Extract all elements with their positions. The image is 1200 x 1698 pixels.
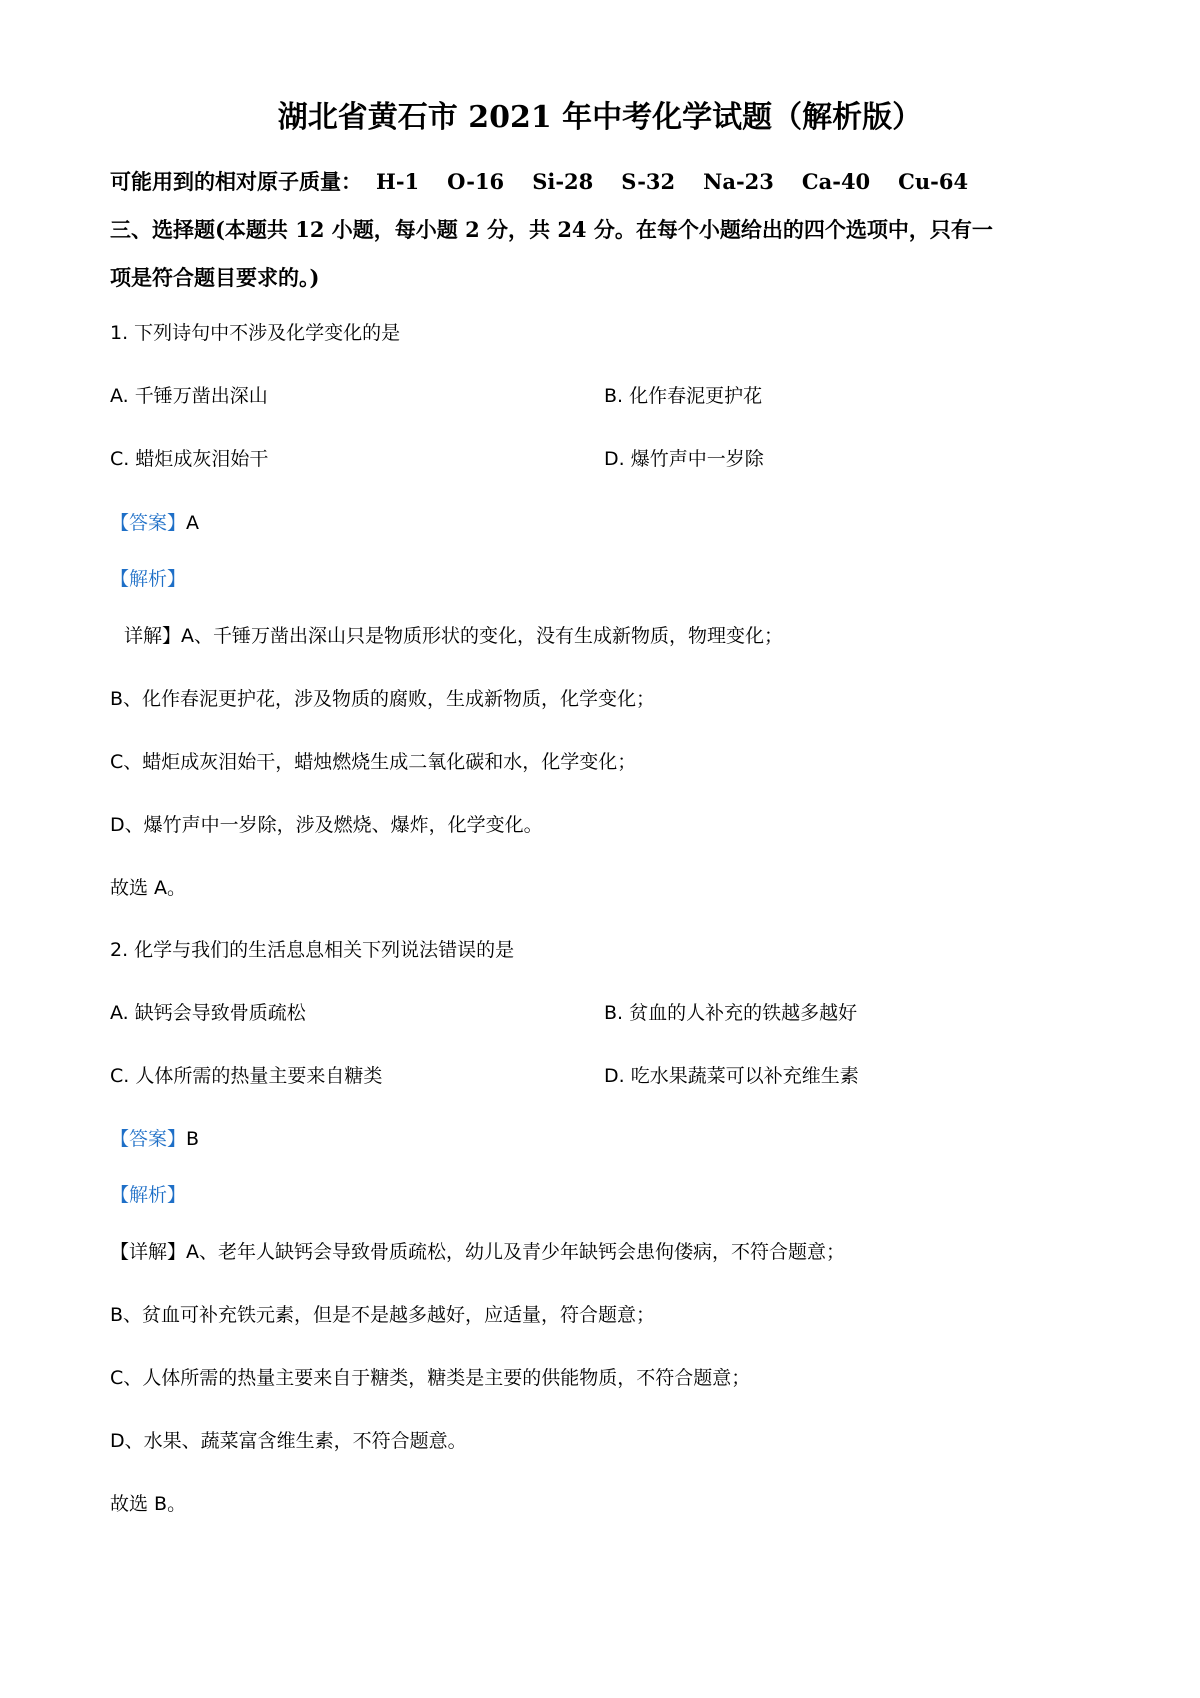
- analysis-text: A、老年人缺钙会导致骨质疏松，幼儿及青少年缺钙会患佝偻病，不符合题意；: [186, 1241, 846, 1263]
- atomic-masses-label: 可能用到的相对原子质量：: [110, 169, 362, 194]
- question-1-stem: 1. 下列诗句中不涉及化学变化的是: [110, 322, 401, 344]
- detail-prefix: 【详解】: [110, 1241, 187, 1263]
- atomic-mass-item: H-1: [376, 169, 420, 194]
- atomic-mass-item: Ca-40: [801, 169, 871, 194]
- question-2-stem: 2. 化学与我们的生活息息相关下列说法错误的是: [110, 939, 515, 961]
- question-2-option-b: B. 贫血的人补充的铁越多越好: [604, 1002, 858, 1024]
- document-title: 湖北省黄石市 2021 年中考化学试题（解析版）: [277, 100, 923, 135]
- atomic-mass-item: O-16: [447, 169, 505, 194]
- question-2-option-d: D. 吃水果蔬菜可以补充维生素: [604, 1065, 859, 1087]
- question-1-option-a: A. 千锤万凿出深山: [110, 385, 268, 407]
- atomic-mass-item: S-32: [621, 169, 676, 194]
- question-1-option-d: D. 爆竹声中一岁除: [604, 448, 764, 470]
- question-2-analysis-line: B、贫血可补充铁元素，但是不是越多越好，应适量，符合题意；: [110, 1304, 656, 1326]
- question-2-option-a: A. 缺钙会导致骨质疏松: [110, 1002, 306, 1024]
- question-2-conclusion: 故选 B。: [110, 1493, 187, 1515]
- answer-tag: 【答案】: [110, 1128, 187, 1150]
- detail-prefix: 详解】: [124, 625, 182, 647]
- question-1-analysis-line: D、爆竹声中一岁除，涉及燃烧、爆炸，化学变化。: [110, 814, 543, 836]
- question-1-analysis-line: B、化作春泥更护花，涉及物质的腐败，生成新物质，化学变化；: [110, 688, 656, 710]
- atomic-mass-item: Si-28: [532, 169, 594, 194]
- section-heading-line1: 三、选择题(本题共 12 小题，每小题 2 分，共 24 分。在每个小题给出的四个选项中，只有一: [110, 217, 993, 242]
- question-1-option-b: B. 化作春泥更护花: [604, 385, 763, 407]
- answer-value: A: [186, 512, 200, 534]
- answer-value: B: [186, 1128, 200, 1150]
- answer-tag: 【答案】: [110, 512, 187, 534]
- question-1-option-c: C. 蜡炬成灰泪始干: [110, 448, 269, 470]
- section-heading-line2: 项是符合题目要求的。): [110, 265, 320, 290]
- atomic-masses-line: [110, 166, 996, 196]
- question-1-analysis-line: C、蜡炬成灰泪始干，蜡烛燃烧生成二氧化碳和水，化学变化；: [110, 751, 637, 773]
- question-2-analysis-line: C、人体所需的热量主要来自于糖类，糖类是主要的供能物质，不符合题意；: [110, 1367, 751, 1389]
- analysis-text: A、千锤万凿出深山只是物质形状的变化，没有生成新物质，物理变化；: [181, 625, 784, 647]
- atomic-mass-item: Na-23: [703, 169, 774, 194]
- question-2-analysis-line: D、水果、蔬菜富含维生素，不符合题意。: [110, 1430, 467, 1452]
- question-1-analysis-tag: 【解析】: [110, 568, 187, 590]
- question-2-answer: [110, 1124, 199, 1151]
- question-2-analysis-line: [110, 1237, 845, 1264]
- question-2-analysis-tag: 【解析】: [110, 1184, 187, 1206]
- atomic-mass-item: Cu-64: [898, 169, 969, 194]
- question-1-analysis-line: [124, 621, 783, 648]
- question-1-answer: [110, 508, 199, 535]
- question-1-conclusion: 故选 A。: [110, 877, 187, 899]
- question-2-option-c: C. 人体所需的热量主要来自糖类: [110, 1065, 383, 1087]
